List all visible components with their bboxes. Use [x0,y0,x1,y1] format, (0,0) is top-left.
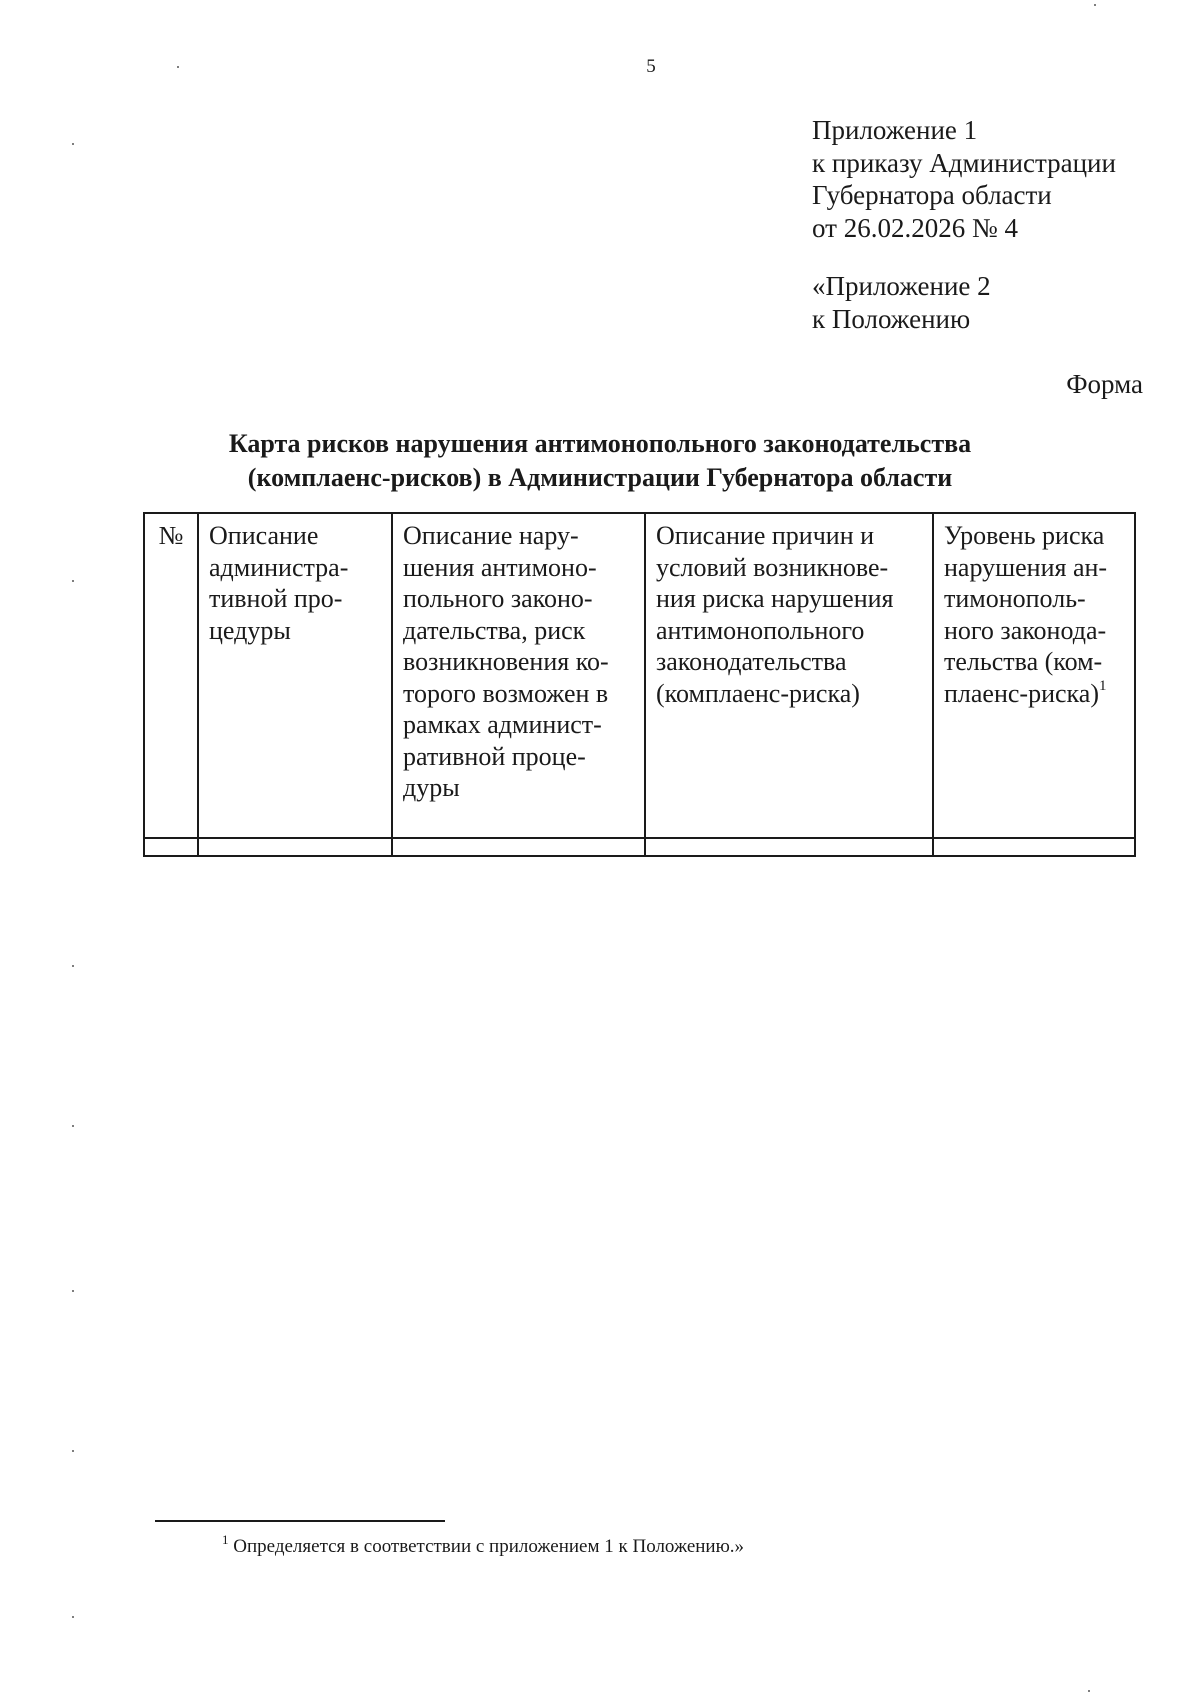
table-cell [933,838,1135,856]
header-cell-violation [392,513,645,838]
table-cell [144,838,198,856]
table-cell [392,838,645,856]
header-line: тимонополь- [944,584,1086,613]
scan-speck [72,1450,74,1452]
header-line: (комплаенс-риска) [656,678,860,708]
scan-speck [72,1290,74,1292]
table-cell [645,838,933,856]
header-line: Описание нару- [403,521,579,550]
header-line: торого возможен в [403,678,609,708]
header-line: дательства, риск [403,615,586,645]
scan-speck [1094,4,1096,6]
attachment-line: Приложение 1 [812,115,978,145]
header-line: Описание причин и [656,521,875,550]
attachment-line: к приказу Администрации [812,147,1116,178]
header-line: тивной про- [209,584,343,613]
header-line: Описание [209,521,319,550]
scan-speck [72,965,74,967]
table-header-row [144,513,1135,838]
footnote-text: Определяется в соответствии с приложением 1 к Положению.» [233,1536,745,1557]
document-title [0,427,1200,495]
footnote [222,1532,745,1558]
header-line: цедуры [209,615,291,645]
footnote-reference: 1 [1098,677,1107,694]
footnote-separator [155,1520,445,1522]
page-number: 5 [646,56,656,77]
title-line-2: (комплаенс-рисков) в Администрации Губернатора области [247,463,953,492]
header-cell-procedure [198,513,392,838]
header-line: ного законода- [944,615,1107,645]
header-line: рамках админист- [403,710,602,739]
header-line-text: плаенс-риска) [944,678,1099,708]
header-line: возникновения ко- [403,647,609,676]
attachment-line: от 26.02.2026 № 4 [812,212,1018,243]
header-cell-number [144,513,198,838]
table-row [144,838,1135,856]
header-line: дуры [403,773,460,802]
header-cell-risk-level [933,513,1135,838]
scan-speck [72,143,74,145]
scan-speck [72,1125,74,1127]
header-line: нарушения ан- [944,552,1108,582]
footnote-mark: 1 [222,1532,229,1547]
title-line-1: Карта рисков нарушения антимонопольного законодательства [228,429,972,458]
form-label: Форма [1066,369,1143,399]
header-cell-causes [645,513,933,838]
scan-speck [72,1616,74,1618]
header-line: условий возникнове- [656,552,889,582]
header-line: законодательства [656,647,847,676]
header-line: № [158,521,184,550]
scan-speck [1088,1690,1090,1692]
risk-map-table [143,512,1136,857]
header-line: администра- [209,552,349,582]
scan-speck [72,580,74,582]
header-line: Уровень риска [944,521,1105,550]
scan-speck [177,66,179,68]
attachment-subline: к Положению [812,303,971,334]
attachment-line: Губернатора области [812,180,1052,210]
header-line: польного законо- [403,584,593,613]
header-line: шения антимоно- [403,552,597,582]
header-line: ния риска нарушения [656,584,894,613]
attachment-block [812,114,1116,335]
table-cell [198,838,392,856]
header-line: ративной проце- [403,741,586,771]
header-line: антимонопольного [656,615,865,645]
attachment-subline: «Приложение 2 [812,271,991,301]
header-line: тельства (ком- [944,647,1103,676]
header-line [944,678,1126,710]
